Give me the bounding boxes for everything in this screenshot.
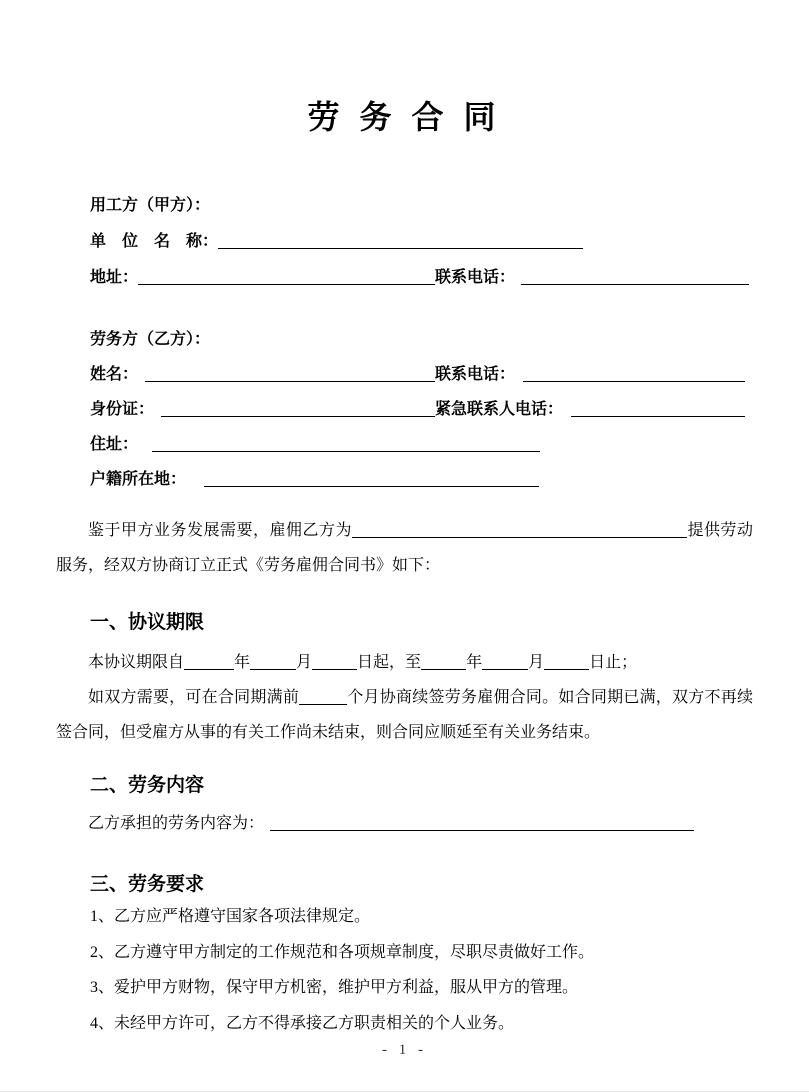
service-content-blank	[270, 813, 694, 831]
party-a-phone-blank	[521, 267, 749, 285]
party-a-company-row	[90, 224, 753, 260]
residence-blank	[204, 469, 539, 487]
party-b-address-label: 住址：	[90, 436, 139, 453]
party-b-name-label: 姓名：	[90, 366, 139, 383]
preamble-paragraph	[56, 513, 753, 583]
party-b-phone-blank	[523, 364, 745, 382]
party-a-phone-label: 联系电话：	[435, 269, 516, 286]
emergency-phone-blank	[571, 399, 745, 417]
company-name-label: 单 位 名 称：	[90, 233, 219, 250]
renewal-text-after: 个月协商续签劳务雇佣合同。如合同期已满，双方不再续签合同，但受雇方从事的有关工作尚未结束，则合同应顺延至有关业务结束。	[56, 689, 753, 741]
party-a-address-label: 地址：	[90, 269, 139, 286]
party-a-block	[90, 188, 753, 296]
requirement-item-1: 1、乙方应严格遵守国家各项法律规定。	[90, 908, 371, 925]
party-b-address-blank	[152, 434, 540, 452]
party-b-name-row	[90, 357, 753, 392]
requirement-item-4: 4、未经甲方许可，乙方不得承接乙方职责相关的个人业务。	[90, 1014, 515, 1032]
start-month-blank	[250, 652, 296, 670]
requirements-list	[90, 899, 753, 1041]
renewal-paragraph	[56, 680, 753, 750]
section2-heading: 二、劳务内容	[90, 775, 205, 796]
party-b-heading-row	[90, 322, 753, 357]
term-part-0: 本协议期限自	[88, 654, 185, 671]
party-b-block	[90, 322, 753, 497]
requirement-item-2: 2、乙方遵守甲方制定的工作规范和各项规章制度，尽职尽责做好工作。	[90, 943, 595, 961]
emergency-phone-label: 紧急联系人电话：	[435, 401, 564, 418]
term-part-3: 日起，至	[357, 654, 422, 671]
page-number: - 1 -	[382, 1042, 427, 1058]
party-b-heading: 劳务方（乙方）：	[90, 331, 211, 348]
party-a-address-row	[90, 260, 753, 296]
renewal-text-before: 如双方需要，可在合同期满前	[88, 689, 300, 706]
company-name-blank	[218, 231, 583, 249]
term-line	[56, 645, 753, 680]
party-a-heading-row	[90, 188, 753, 224]
party-b-id-blank	[161, 399, 435, 417]
party-b-id-label: 身份证：	[90, 401, 155, 418]
requirement-item-3: 3、爱护甲方财物，保守甲方机密，维护甲方利益，服从甲方的管理。	[90, 979, 579, 996]
start-day-blank	[312, 652, 357, 670]
document-title: 劳 务 合 同	[307, 99, 502, 135]
section1-heading: 一、协议期限	[90, 612, 205, 633]
end-day-blank	[544, 652, 589, 670]
term-part-6: 日止；	[589, 654, 638, 671]
preamble-text-after: 提供劳动服务，经双方协商订立正式《劳务雇佣合同书》如下：	[56, 522, 753, 574]
end-year-blank	[421, 652, 466, 670]
end-month-blank	[482, 652, 528, 670]
party-b-phone-label: 联系电话：	[435, 366, 516, 383]
party-b-name-blank	[145, 364, 435, 382]
term-part-5: 月	[528, 654, 545, 671]
term-part-1: 年	[234, 654, 251, 671]
party-a-heading: 用工方（甲方）：	[90, 197, 211, 214]
party-a-address-blank	[138, 267, 435, 285]
hire-purpose-blank	[352, 520, 687, 538]
preamble-text-before: 鉴于甲方业务发展需要，雇佣乙方为	[88, 522, 352, 539]
service-content-label: 乙方承担的劳务内容为：	[88, 815, 265, 832]
section3-heading: 三、劳务要求	[90, 874, 205, 895]
term-part-2: 月	[296, 654, 313, 671]
renewal-months-blank	[299, 687, 347, 705]
term-part-4: 年	[466, 654, 483, 671]
service-content-line	[56, 806, 753, 841]
residence-label: 户籍所在地：	[90, 471, 187, 488]
party-b-residence-row	[90, 462, 753, 497]
party-b-id-row	[90, 392, 753, 427]
party-b-address-row	[90, 427, 753, 462]
start-year-blank	[184, 652, 234, 670]
